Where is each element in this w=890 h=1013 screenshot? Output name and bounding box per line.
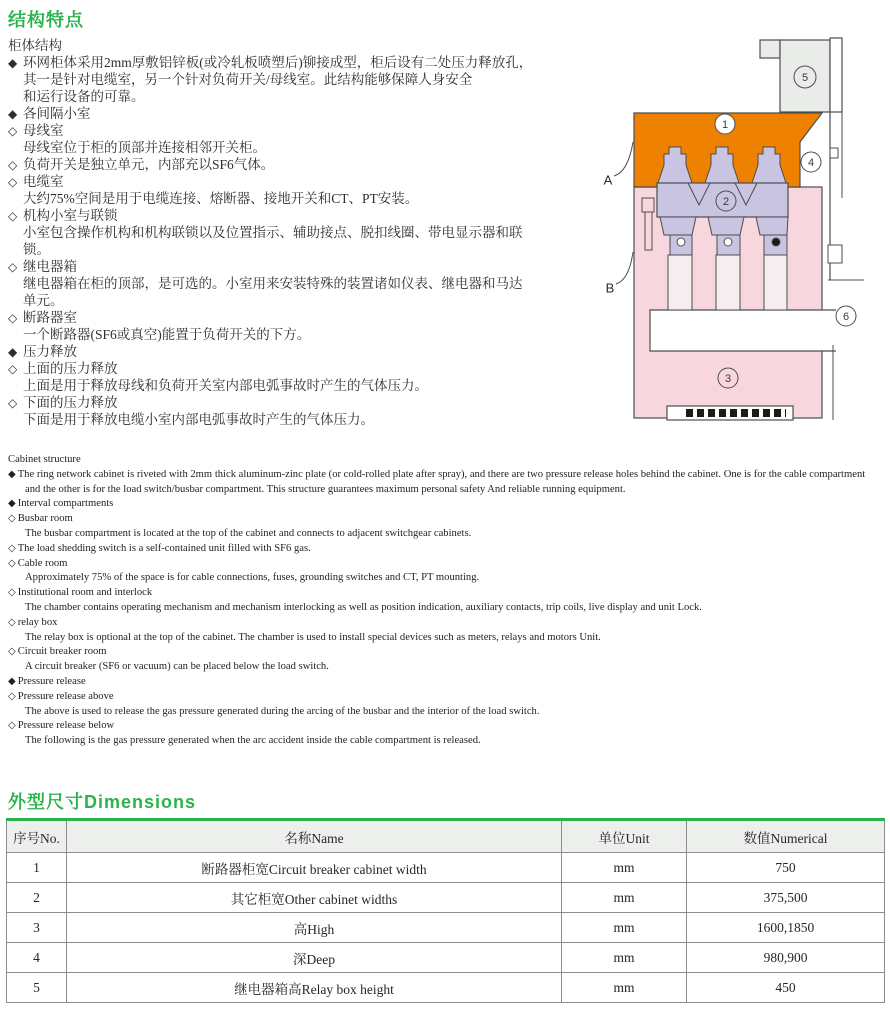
bullet-marker: ◆ (8, 498, 16, 510)
line-text: 单元。 (23, 293, 64, 308)
bullet-marker: ◇ (8, 260, 18, 274)
column-header-no: 序号No. (7, 820, 67, 853)
cell-value: 450 (687, 973, 885, 1003)
line-text: The busbar compartment is located at the top of the cabinet and connects to adjacent switchgear cabinets. (25, 527, 472, 539)
en-line-2 (8, 483, 888, 498)
rear-duct (830, 38, 842, 112)
en-line-12 (8, 631, 888, 646)
cell-no: 4 (7, 943, 67, 973)
bullet-marker: ◇ (8, 557, 16, 569)
table-row (7, 943, 885, 973)
line-text: 电缆室 (23, 174, 64, 189)
line-text: Circuit breaker room (17, 646, 107, 658)
bullet-marker: ◇ (8, 616, 16, 628)
en-line-9 (8, 586, 888, 601)
table-header-row (7, 820, 885, 853)
line-text: 下面是用于释放电缆小室内部电弧事故时产生的气体压力。 (23, 412, 374, 427)
bullet-marker: ◇ (8, 542, 16, 554)
page-title-dimensions: 外型尺寸Dimensions (8, 792, 197, 812)
line-text: Pressure release (17, 675, 86, 687)
line-text: 负荷开关是独立单元，内部充以SF6气体。 (23, 157, 275, 172)
indicator-dot-open (677, 238, 685, 246)
en-line-13 (8, 645, 888, 660)
table-row (7, 913, 885, 943)
line-text: The relay box is optional at the top of the cabinet. The chamber is used to install special devices such as meters, relays and motors Unit. (25, 631, 601, 643)
line-text: The above is used to release the gas pressure generated during the arcing of the busbar and the interior of the load switch. (25, 705, 540, 717)
cell-no: 2 (7, 883, 67, 913)
line-text: 大约75%空间是用于电缆连接、熔断器、接地开关和CT、PT安装。 (23, 191, 419, 206)
cell-name: 断路器柜宽Circuit breaker cabinet width (67, 853, 562, 883)
cn-line-17 (8, 326, 598, 343)
cn-line-0 (8, 37, 598, 54)
callout-6 (836, 306, 856, 326)
dimensions-table (6, 818, 885, 1003)
cn-line-8 (8, 173, 598, 190)
line-text: 其一是针对电缆室，另一个针对负荷开关/母线室。此结构能够保障人身安全 (23, 72, 473, 87)
line-text: Approximately 75% of the space is for cable connections, fuses, grounding switches and CT, PT mounting. (25, 572, 480, 584)
cn-line-16 (8, 309, 598, 326)
cell-name: 继电器箱高Relay box height (67, 973, 562, 1003)
bullet-marker: ◆ (8, 345, 18, 359)
bullet-marker: ◆ (8, 107, 18, 121)
table-row (7, 883, 885, 913)
cn-line-5 (8, 122, 598, 139)
cabinet-cross-section-diagram (600, 30, 890, 450)
table-row (7, 973, 885, 1003)
svg-text:5: 5 (801, 72, 809, 84)
cable-leg (716, 255, 740, 310)
callout-4 (801, 152, 821, 172)
en-line-16 (8, 690, 888, 705)
bullet-marker: ◇ (8, 209, 18, 223)
indicator-dot-open (724, 238, 732, 246)
bullet-marker: ◇ (8, 158, 18, 172)
bullet-marker: ◆ (8, 468, 16, 480)
svg-text:6: 6 (842, 311, 850, 323)
callout-2 (716, 191, 736, 211)
cn-line-4 (8, 105, 598, 122)
cn-line-7 (8, 156, 598, 173)
line-text: 继电器箱在柜的顶部，是可选的。小室用来安装特殊的装置诸如仪表、继电器和马达 (23, 276, 523, 291)
cn-line-11 (8, 224, 598, 241)
bullet-marker: ◆ (8, 56, 18, 70)
line-text: A circuit breaker (SF6 or vacuum) can be placed below the load switch. (25, 661, 329, 673)
cn-line-13 (8, 258, 598, 275)
cabinet-diagram-svg (600, 30, 890, 450)
cn-line-22 (8, 411, 598, 428)
callout-3 (718, 368, 738, 388)
line-text: Pressure release below (17, 720, 115, 732)
en-line-4 (8, 512, 888, 527)
cn-line-9 (8, 190, 598, 207)
cell-value: 375,500 (687, 883, 885, 913)
svg-text:2: 2 (722, 196, 730, 208)
features-text-english (8, 453, 888, 749)
line-text: 小室包含操作机构和机构联锁以及位置指示、辅助接点、脱扣线圈、带电显示器和联 (23, 225, 523, 240)
page-title-features: 结构特点 (8, 10, 84, 30)
left-wall-channel (645, 212, 652, 250)
en-line-11 (8, 616, 888, 631)
en-line-14 (8, 660, 888, 675)
cell-value: 980,900 (687, 943, 885, 973)
cell-unit: mm (562, 883, 687, 913)
cn-line-21 (8, 394, 598, 411)
bullet-marker: ◇ (8, 690, 16, 702)
cell-name: 深Deep (67, 943, 562, 973)
en-line-5 (8, 527, 888, 542)
features-text-chinese (8, 37, 598, 428)
en-line-1 (8, 468, 888, 483)
switch-tooth (708, 217, 744, 235)
line-text: 断路器室 (23, 310, 77, 325)
line-text: 各间隔小室 (23, 106, 91, 121)
line-text: Cable room (17, 557, 68, 569)
cn-line-1 (8, 54, 598, 71)
line-text: The ring network cabinet is riveted with 2mm thick aluminum-zinc plate (or cold-rolled plate after spray), and there are two pressure release holes behind the cabinet. One is for the cable compartment (17, 468, 866, 480)
line-text: 环网柜体采用2mm厚敷铝锌板(或冷轧板喷塑后)铆接成型，柜后设有二处压力释放孔， (23, 55, 533, 70)
left-wall-fitting (642, 198, 654, 212)
cell-no: 3 (7, 913, 67, 943)
line-text: 继电器箱 (23, 259, 77, 274)
cell-unit: mm (562, 973, 687, 1003)
svg-text:1: 1 (721, 119, 729, 131)
line-text: and the other is for the load switch/busbar compartment. This structure guarantees maximum personal safety And reliable running equipment. (25, 483, 626, 495)
switch-tooth (660, 217, 696, 235)
bullet-marker: ◆ (8, 675, 16, 687)
svg-text:3: 3 (724, 373, 732, 385)
bullet-marker: ◇ (8, 124, 18, 138)
table-row (7, 853, 885, 883)
bullet-marker: ◇ (8, 720, 16, 732)
diagram-label-a: A (603, 172, 613, 188)
rear-tab (828, 245, 842, 263)
line-text: Interval compartments (17, 498, 114, 510)
rear-tab (830, 148, 838, 158)
line-text: 上面是用于释放母线和负荷开关室内部电弧事故时产生的气体压力。 (23, 378, 428, 393)
line-text: 锁。 (23, 242, 50, 257)
cn-line-2 (8, 71, 598, 88)
en-line-19 (8, 734, 888, 749)
column-header-unit: 单位Unit (562, 820, 687, 853)
line-text: 和运行设备的可靠。 (23, 89, 145, 104)
cell-unit: mm (562, 853, 687, 883)
en-line-3 (8, 497, 888, 512)
line-text: 母线室 (23, 123, 64, 138)
diagram-label-b: B (605, 280, 615, 296)
bullet-marker: ◇ (8, 175, 18, 189)
line-text: 一个断路器(SF6或真空)能置于负荷开关的下方。 (23, 327, 311, 342)
line-text: The load shedding switch is a self-contained unit filled with SF6 gas. (17, 542, 311, 554)
line-text: Busbar room (17, 513, 73, 525)
cn-line-15 (8, 292, 598, 309)
line-text: The chamber contains operating mechanism and mechanism interlocking as well as position indication, auxiliary contacts, trip coils, live display and unit Lock. (25, 601, 702, 613)
cell-name: 高High (67, 913, 562, 943)
bullet-marker: ◇ (8, 396, 18, 410)
column-header-numerical: 数值Numerical (687, 820, 885, 853)
cn-line-20 (8, 377, 598, 394)
indicator-dot-filled (772, 238, 780, 246)
line-text: 上面的压力释放 (23, 361, 118, 376)
pressure-release-slot (650, 310, 836, 351)
cn-line-10 (8, 207, 598, 224)
line-text: The following is the gas pressure generated when the arc accident inside the cable compartment is released. (25, 735, 481, 747)
en-line-6 (8, 542, 888, 557)
callout-5 (794, 66, 816, 88)
cell-value: 1600,1850 (687, 913, 885, 943)
bullet-marker: ◇ (8, 362, 18, 376)
line-text: 机构小室与联锁 (23, 208, 118, 223)
cn-line-18 (8, 343, 598, 360)
cell-name: 其它柜宽Other cabinet widths (67, 883, 562, 913)
line-text: Institutional room and interlock (17, 587, 153, 599)
label-a-leader (614, 142, 633, 176)
bullet-marker: ◇ (8, 587, 16, 599)
svg-text:4: 4 (807, 157, 815, 169)
cell-no: 5 (7, 973, 67, 1003)
en-line-10 (8, 601, 888, 616)
switch-tooth (756, 217, 788, 235)
cn-line-12 (8, 241, 598, 258)
line-text: 柜体结构 (8, 38, 62, 53)
cell-no: 1 (7, 853, 67, 883)
en-line-18 (8, 719, 888, 734)
en-line-8 (8, 571, 888, 586)
cn-line-14 (8, 275, 598, 292)
bullet-marker: ◇ (8, 513, 16, 525)
en-line-17 (8, 705, 888, 720)
line-text: Cabinet structure (8, 454, 81, 465)
relay-box-notch (760, 40, 780, 58)
en-line-7 (8, 557, 888, 572)
cn-line-6 (8, 139, 598, 156)
line-text: relay box (17, 616, 58, 628)
line-text: 压力释放 (23, 344, 77, 359)
cell-unit: mm (562, 943, 687, 973)
cable-leg (764, 255, 787, 310)
bullet-marker: ◇ (8, 311, 18, 325)
line-text: Pressure release above (17, 690, 114, 702)
en-line-0 (8, 453, 888, 468)
line-text: 下面的压力释放 (23, 395, 118, 410)
cell-unit: mm (562, 913, 687, 943)
callout-1 (715, 114, 735, 134)
cn-line-19 (8, 360, 598, 377)
label-b-leader (616, 252, 633, 284)
en-line-15 (8, 675, 888, 690)
cable-leg (668, 255, 692, 310)
cell-value: 750 (687, 853, 885, 883)
bullet-marker: ◇ (8, 646, 16, 658)
line-text: 母线室位于柜的顶部并连接相邻开关柜。 (23, 140, 266, 155)
cn-line-3 (8, 88, 598, 105)
column-header-name: 名称Name (67, 820, 562, 853)
